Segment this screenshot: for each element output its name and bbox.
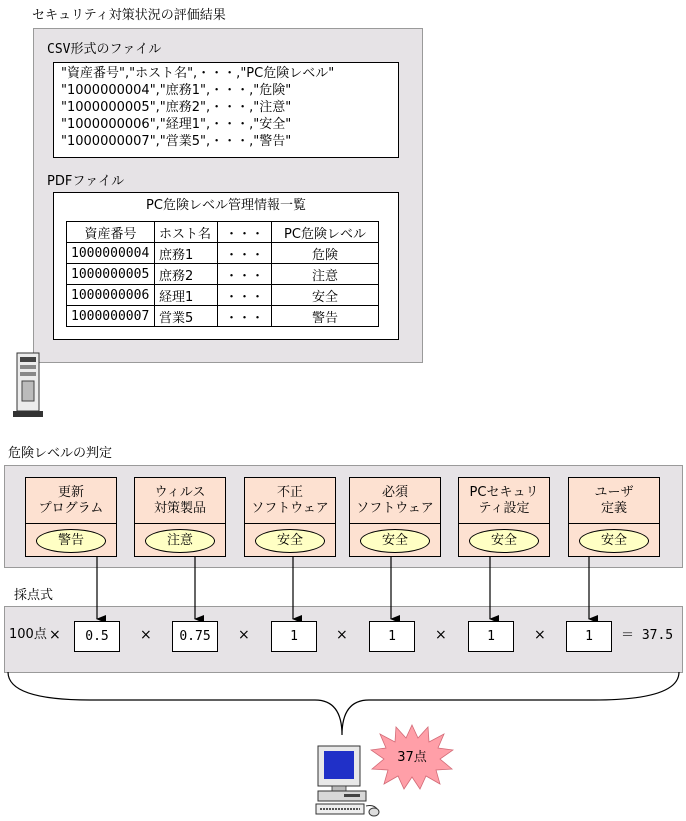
table-cell: 1000000004 xyxy=(67,243,155,264)
multiply-sign: × xyxy=(534,627,546,643)
factor-box: 0.75 xyxy=(172,621,218,652)
column-header: 資産番号 xyxy=(67,222,155,243)
csv-line: "1000000005","庶務2",・・・,"注意" xyxy=(61,100,292,115)
csv-label: CSV形式のファイル xyxy=(47,42,162,57)
table-cell: 1000000005 xyxy=(67,264,155,285)
category-label: 更新 プログラム xyxy=(26,478,116,524)
level-badge: 安全 xyxy=(579,529,649,553)
factor-box: 1 xyxy=(468,621,514,652)
table-cell: 経理1 xyxy=(155,285,218,306)
table-cell: ・・・ xyxy=(218,243,272,264)
table-cell: ・・・ xyxy=(218,285,272,306)
pdf-title: PC危険レベル管理情報一覧 xyxy=(146,198,306,213)
factor-box: 1 xyxy=(271,621,317,652)
csv-line: "1000000004","庶務1",・・・,"危険" xyxy=(61,83,292,98)
column-header: ・・・ xyxy=(218,222,272,243)
factor-box: 1 xyxy=(566,621,612,652)
page-title: セキュリティ対策状況の評価結果 xyxy=(32,8,226,23)
table-cell: 1000000007 xyxy=(67,306,155,327)
category-label: ウィルス 対策製品 xyxy=(135,478,225,524)
score-result: ＝ 37.5 xyxy=(621,628,674,643)
category-label: 不正 ソフトウェア xyxy=(245,478,335,524)
table-cell: 警告 xyxy=(272,306,379,327)
table-cell: 危険 xyxy=(272,243,379,264)
column-header: PC危険レベル xyxy=(272,222,379,243)
table-cell: 1000000006 xyxy=(67,285,155,306)
score-label: 採点式 xyxy=(14,588,54,603)
csv-line: "1000000006","経理1",・・・,"安全" xyxy=(61,117,292,132)
table-cell: 営業5 xyxy=(155,306,218,327)
multiply-sign: × xyxy=(140,627,152,643)
category-label: ユーザ 定義 xyxy=(569,478,659,524)
level-badge: 警告 xyxy=(36,529,106,553)
multiply-sign: × xyxy=(49,627,61,643)
multiply-sign: × xyxy=(435,627,447,643)
csv-line: "資産番号","ホスト名",・・・,"PC危険レベル" xyxy=(61,66,335,81)
table-cell: 庶務1 xyxy=(155,243,218,264)
level-badge: 注意 xyxy=(145,529,215,553)
table-cell: 庶務2 xyxy=(155,264,218,285)
column-header: ホスト名 xyxy=(155,222,218,243)
factor-box: 1 xyxy=(369,621,415,652)
factor-box: 0.5 xyxy=(74,621,120,652)
level-badge: 安全 xyxy=(360,529,430,553)
category-label: 必須 ソフトウェア xyxy=(350,478,440,524)
pdf-label: PDFファイル xyxy=(47,174,125,189)
multiply-sign: × xyxy=(336,627,348,643)
table-cell: 安全 xyxy=(272,285,379,306)
table-cell: 注意 xyxy=(272,264,379,285)
level-badge: 安全 xyxy=(255,529,325,553)
csv-line: "1000000007","営業5",・・・,"警告" xyxy=(61,134,292,149)
category-label: PCセキュリ ティ設定 xyxy=(459,478,549,524)
final-score: 37点 xyxy=(397,750,427,765)
multiply-sign: × xyxy=(238,627,250,643)
table-cell: ・・・ xyxy=(218,306,272,327)
table-cell: ・・・ xyxy=(218,264,272,285)
level-badge: 安全 xyxy=(469,529,539,553)
base-score: 100点 xyxy=(9,627,47,642)
judgement-label: 危険レベルの判定 xyxy=(8,446,113,461)
